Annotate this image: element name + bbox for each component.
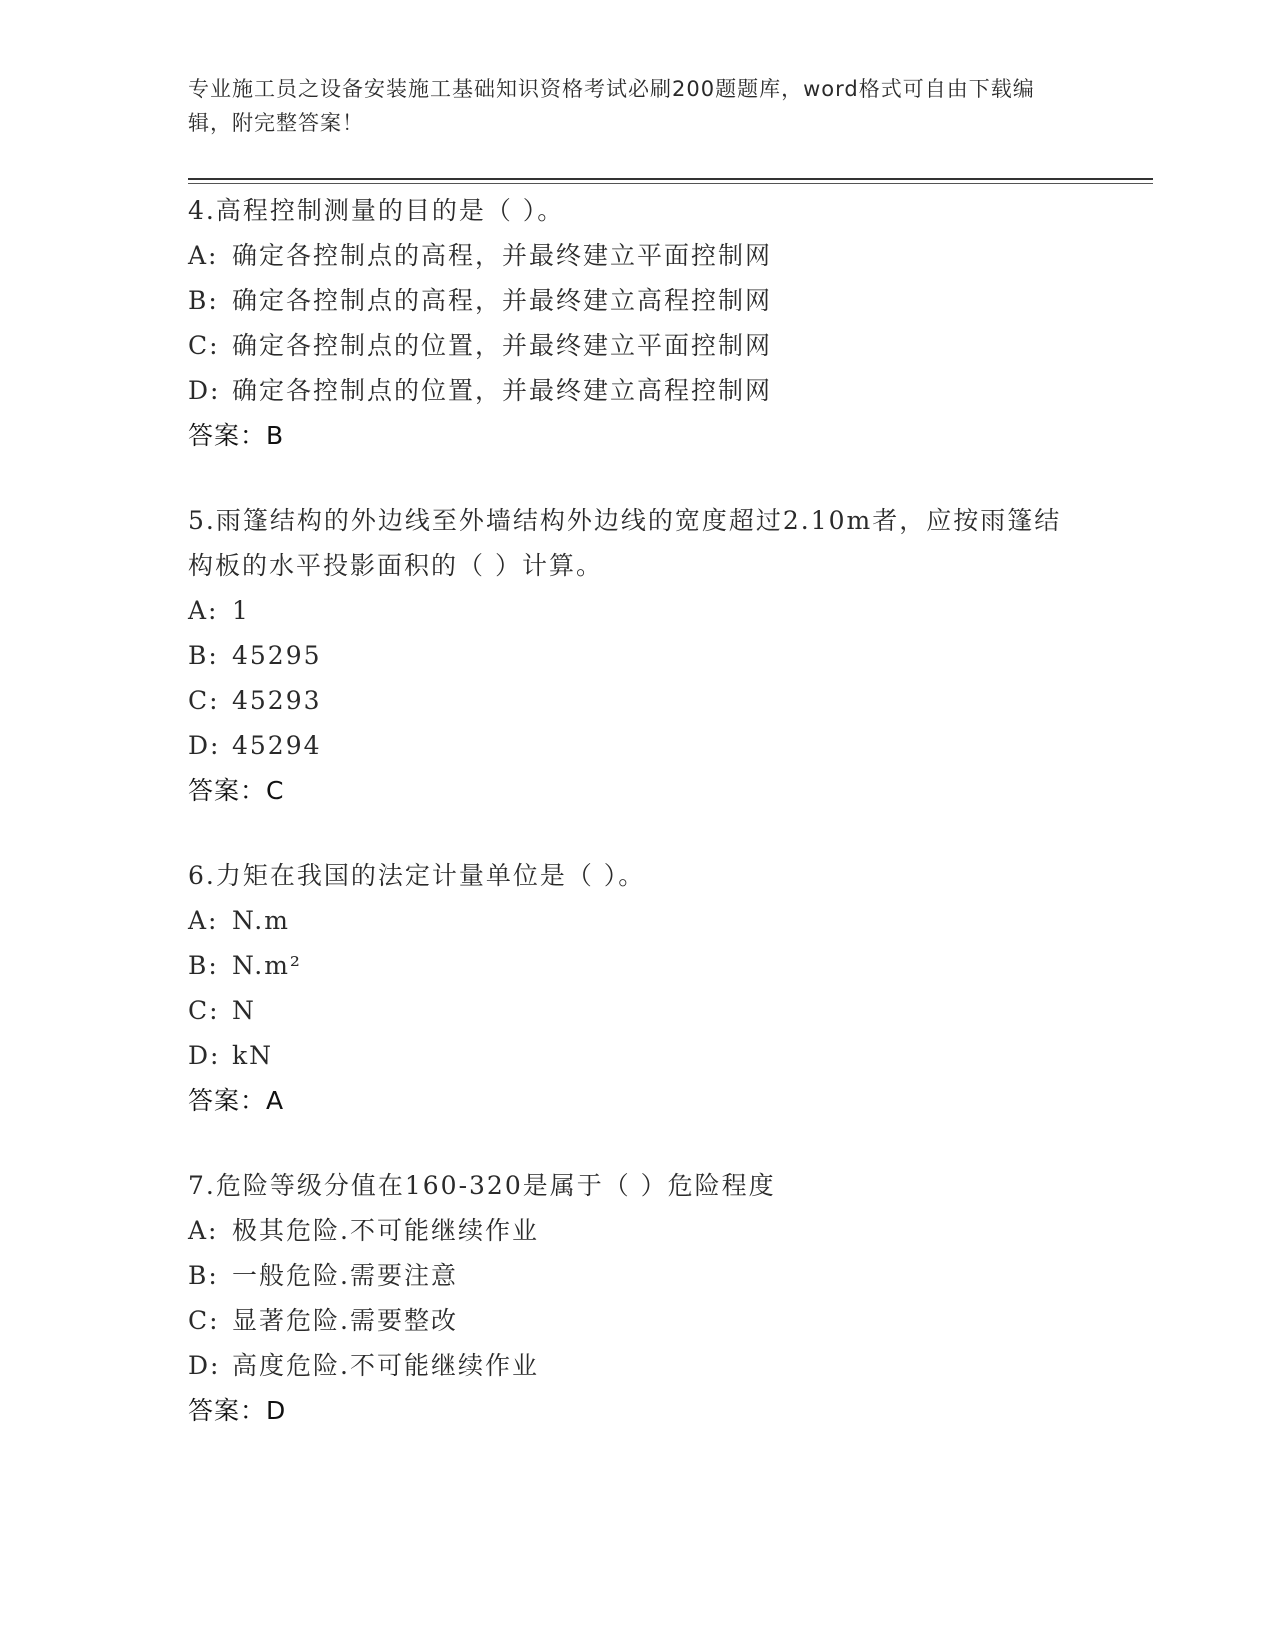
option-text: 确定各控制点的位置，并最终建立高程控制网 — [232, 376, 773, 405]
answer-line: 答案：D — [188, 1396, 287, 1425]
question-text: 6.力矩在我国的法定计量单位是（ ）。 — [188, 861, 646, 890]
question-5 — [188, 498, 1088, 813]
option-text: N.m² — [232, 951, 302, 980]
option-text: N — [232, 996, 256, 1025]
option-letter: D: — [188, 1041, 221, 1070]
option-text: 极其危险.不可能继续作业 — [232, 1216, 539, 1245]
option-text: 45293 — [232, 686, 322, 715]
question-text: 4.高程控制测量的目的是（ ）。 — [188, 196, 565, 225]
option-letter: C: — [188, 331, 220, 360]
option-b — [188, 633, 1088, 678]
option-letter: C: — [188, 686, 220, 715]
option-text: 确定各控制点的位置，并最终建立平面控制网 — [232, 331, 773, 360]
answer-line: 答案：A — [188, 1086, 285, 1115]
question-6 — [188, 853, 1088, 1123]
option-text: 45295 — [232, 641, 322, 670]
option-letter: C: — [188, 996, 220, 1025]
option-text: 显著危险.需要整改 — [232, 1306, 458, 1335]
option-text: 确定各控制点的高程，并最终建立高程控制网 — [232, 286, 773, 315]
document-header: 专业施工员之设备安装施工基础知识资格考试必刷200题题库，word格式可自由下载编辑，附完整答案！ — [188, 77, 1035, 135]
option-d — [188, 368, 1088, 413]
option-c — [188, 323, 1088, 368]
option-text: kN — [232, 1041, 274, 1070]
option-letter: B: — [188, 286, 219, 315]
option-letter: D: — [188, 1351, 221, 1380]
option-text: 45294 — [232, 731, 322, 760]
option-letter: B: — [188, 641, 219, 670]
question-text: 7.危险等级分值在160-320是属于（ ）危险程度 — [188, 1171, 776, 1200]
option-letter: A: — [188, 906, 219, 935]
option-letter: D: — [188, 731, 221, 760]
header-divider-thin — [188, 183, 1153, 184]
header-divider-thick — [188, 178, 1153, 180]
option-a — [188, 1208, 1088, 1253]
question-7 — [188, 1163, 1088, 1433]
option-letter: B: — [188, 1261, 219, 1290]
question-4 — [188, 188, 1088, 458]
option-text: 高度危险.不可能继续作业 — [232, 1351, 539, 1380]
option-c — [188, 1298, 1088, 1343]
option-letter: A: — [188, 596, 219, 625]
option-d — [188, 723, 1088, 768]
option-text: 一般危险.需要注意 — [232, 1261, 458, 1290]
option-d — [188, 1033, 1088, 1078]
option-text: 1 — [232, 596, 250, 625]
option-a — [188, 898, 1088, 943]
option-a — [188, 588, 1088, 633]
option-letter: C: — [188, 1306, 220, 1335]
option-a — [188, 233, 1088, 278]
option-letter: D: — [188, 376, 221, 405]
question-text: 5.雨篷结构的外边线至外墙结构外边线的宽度超过2.10m者，应按雨篷结构板的水平投影面积的（ ）计算。 — [188, 506, 1062, 580]
option-text: 确定各控制点的高程，并最终建立平面控制网 — [232, 241, 773, 270]
option-b — [188, 943, 1088, 988]
option-letter: B: — [188, 951, 219, 980]
option-letter: A: — [188, 241, 219, 270]
answer-line: 答案：C — [188, 776, 285, 805]
answer-line: 答案：B — [188, 421, 285, 450]
question-list — [188, 188, 1088, 1473]
option-b — [188, 278, 1088, 323]
option-b — [188, 1253, 1088, 1298]
option-c — [188, 988, 1088, 1033]
option-text: N.m — [232, 906, 290, 935]
option-letter: A: — [188, 1216, 219, 1245]
option-d — [188, 1343, 1088, 1388]
option-c — [188, 678, 1088, 723]
